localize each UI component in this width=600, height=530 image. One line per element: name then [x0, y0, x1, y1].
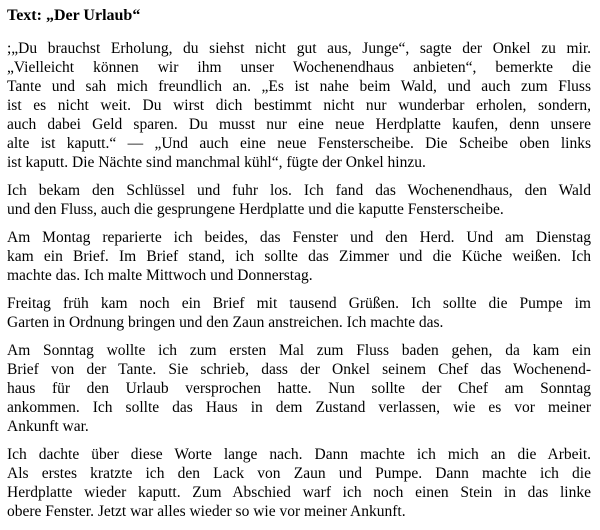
- text-line: Als erstes kratzte ich den Lack von Zaun und Pumpe. Dann machte ich die: [7, 465, 591, 482]
- text-line: haus für den Urlaub versprochen hatte. Nun sollte der Chef am Sonntag: [7, 380, 591, 397]
- document-page: [7, 6, 591, 530]
- document-body: [7, 39, 591, 521]
- text-line: obere Fenster. Jetzt war alles wieder so wie vor meiner Ankunft.: [7, 503, 406, 520]
- text-line: ;„Du brauchst Erholung, du siehst nicht gut aus, Junge“, sagte der Onkel zu mir.: [7, 40, 591, 57]
- text-line: kam ein Brief. Im Brief stand, ich sollte das Zimmer und die Küche weißen. Ich: [7, 248, 591, 265]
- text-line: Ich bekam den Schlüssel und fuhr los. Ich fand das Wochenendhaus, den Wald: [7, 182, 591, 199]
- text-line: ankommen. Ich sollte das Haus in dem Zustand verlassen, wie es vor meiner: [7, 399, 591, 416]
- text-line: Ankunft war.: [7, 418, 89, 435]
- text-line: und den Fluss, auch die gesprungene Herdplatte und die kaputte Fensterscheibe.: [7, 201, 504, 218]
- text-line: Herdplatte wieder kaputt. Zum Abschied warf ich noch einen Stein in das linke: [7, 484, 591, 501]
- text-line: Freitag früh kam noch ein Brief mit tausend Grüßen. Ich sollte die Pumpe im: [7, 295, 591, 312]
- text-line: ist kaputt. Die Nächte sind manchmal kühl“, fügte der Onkel hinzu.: [7, 154, 426, 171]
- text-line: auch dabei Geld sparen. Du musst nur eine neue Herdplatte kaufen, denn unsere: [7, 116, 591, 133]
- text-line: Am Sonntag wollte ich zum ersten Mal zum Fluss baden gehen, da kam ein: [7, 342, 591, 359]
- text-line: „Vielleicht können wir ihm unser Wochenendhaus anbieten“, bemerkte die: [7, 59, 591, 76]
- text-line: machte das. Ich malte Mittwoch und Donnerstag.: [7, 267, 313, 284]
- paragraph: [7, 39, 591, 172]
- text-line: Tante und sah mich freundlich an. „Es ist nahe beim Wald, und auch zum Fluss: [7, 78, 591, 95]
- paragraph: [7, 294, 591, 332]
- paragraph: [7, 181, 591, 219]
- paragraph: [7, 341, 591, 436]
- text-line: Am Montag reparierte ich beides, das Fenster und den Herd. Und am Dienstag: [7, 229, 591, 246]
- text-line: Ich dachte über diese Worte lange nach. Dann machte ich mich an die Arbeit.: [7, 446, 591, 463]
- text-line: Brief von der Tante. Sie schrieb, dass der Onkel seinem Chef das Wochenend-: [7, 361, 591, 378]
- paragraph: [7, 228, 591, 285]
- document-title: Text: „Der Urlaub“: [7, 7, 141, 24]
- text-line: Garten in Ordnung bringen und den Zaun anstreichen. Ich machte das.: [7, 314, 444, 331]
- text-line: ist es nicht weit. Du wirst dich bestimmt nicht nur wunderbar erholen, sondern,: [7, 97, 591, 114]
- text-line: alte ist kaputt.“ — „Und auch eine neue Fensterscheibe. Die Scheibe oben links: [7, 135, 591, 152]
- paragraph: [7, 445, 591, 521]
